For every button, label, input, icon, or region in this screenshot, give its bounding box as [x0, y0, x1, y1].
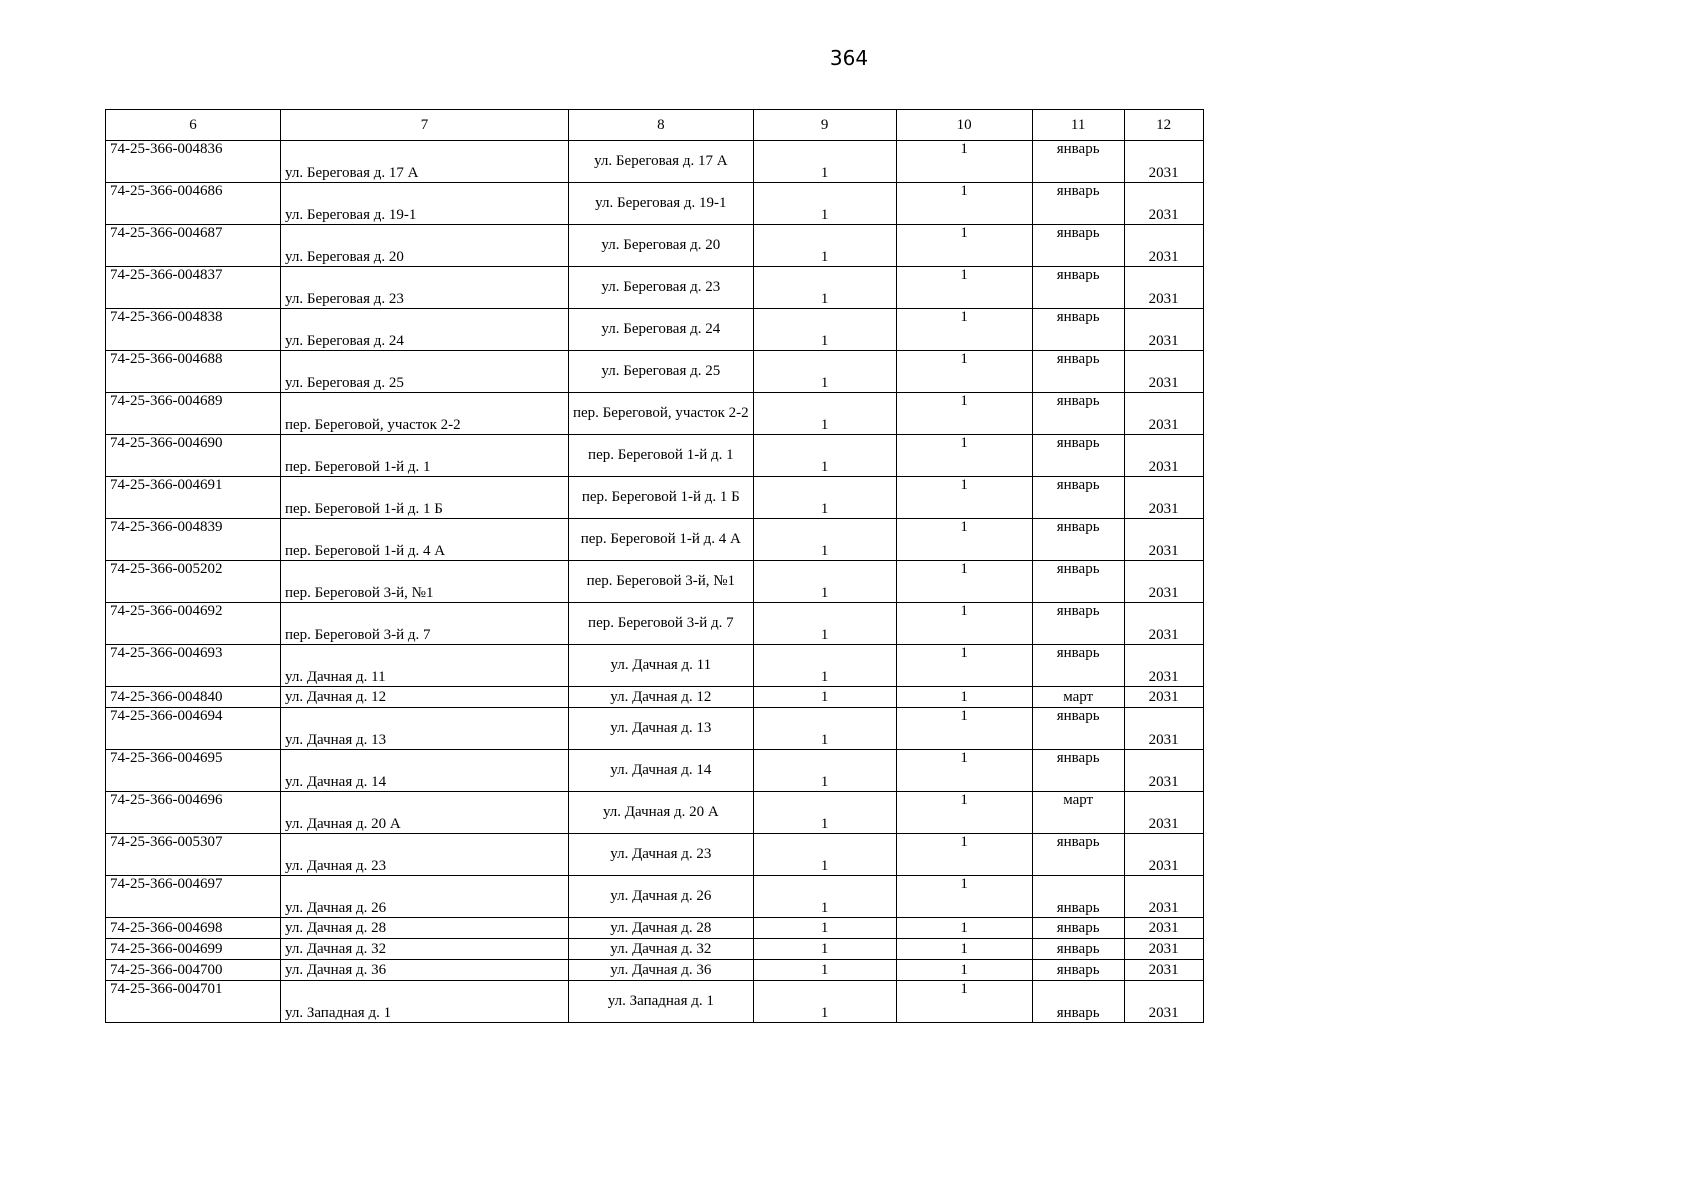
address-cell: ул. Береговая д. 23 [281, 267, 569, 309]
column-9-cell: 1 [753, 225, 896, 267]
table-row [106, 687, 1204, 708]
address-cell: пер. Береговой 1-й д. 4 А [281, 519, 569, 561]
month-cell: январь [1032, 225, 1124, 267]
address-alt-cell: пер. Береговой 1-й д. 4 А [569, 519, 754, 561]
address-cell: ул. Береговая д. 25 [281, 351, 569, 393]
address-cell: ул. Береговая д. 17 А [281, 141, 569, 183]
month-cell: январь [1032, 561, 1124, 603]
year-cell: 2031 [1124, 939, 1203, 960]
object-code-cell: 74-25-366-005202 [106, 561, 281, 603]
year-cell: 2031 [1124, 918, 1203, 939]
year-cell: 2031 [1124, 183, 1203, 225]
address-alt-cell: пер. Береговой 1-й д. 1 Б [569, 477, 754, 519]
month-cell: январь [1032, 309, 1124, 351]
address-alt-cell: пер. Береговой, участок 2-2 [569, 393, 754, 435]
object-code-cell: 74-25-366-004686 [106, 183, 281, 225]
column-10-cell: 1 [896, 981, 1032, 1023]
year-cell: 2031 [1124, 435, 1203, 477]
column-header: 9 [753, 110, 896, 141]
address-cell: пер. Береговой, участок 2-2 [281, 393, 569, 435]
year-cell: 2031 [1124, 393, 1203, 435]
table-row [106, 309, 1204, 351]
column-10-cell: 1 [896, 267, 1032, 309]
year-cell: 2031 [1124, 876, 1203, 918]
object-code-cell: 74-25-366-004688 [106, 351, 281, 393]
header-row [106, 110, 1204, 141]
address-alt-cell: ул. Дачная д. 23 [569, 834, 754, 876]
year-cell: 2031 [1124, 141, 1203, 183]
address-cell: ул. Западная д. 1 [281, 981, 569, 1023]
year-cell: 2031 [1124, 981, 1203, 1023]
column-10-cell: 1 [896, 519, 1032, 561]
month-cell: январь [1032, 645, 1124, 687]
column-10-cell: 1 [896, 603, 1032, 645]
column-9-cell: 1 [753, 792, 896, 834]
address-cell: пер. Береговой 3-й, №1 [281, 561, 569, 603]
table-row [106, 435, 1204, 477]
table-row [106, 960, 1204, 981]
table-row [106, 981, 1204, 1023]
address-cell: ул. Дачная д. 12 [281, 687, 569, 708]
table-row [106, 603, 1204, 645]
year-cell: 2031 [1124, 750, 1203, 792]
column-10-cell: 1 [896, 477, 1032, 519]
month-cell: март [1032, 792, 1124, 834]
object-code-cell: 74-25-366-004698 [106, 918, 281, 939]
column-9-cell: 1 [753, 687, 896, 708]
column-10-cell: 1 [896, 960, 1032, 981]
table-row [106, 141, 1204, 183]
object-code-cell: 74-25-366-004700 [106, 960, 281, 981]
address-alt-cell: ул. Дачная д. 14 [569, 750, 754, 792]
address-alt-cell: ул. Дачная д. 28 [569, 918, 754, 939]
address-cell: ул. Дачная д. 28 [281, 918, 569, 939]
column-9-cell: 1 [753, 351, 896, 393]
table-row [106, 477, 1204, 519]
column-10-cell: 1 [896, 393, 1032, 435]
column-10-cell: 1 [896, 750, 1032, 792]
object-code-cell: 74-25-366-004690 [106, 435, 281, 477]
year-cell: 2031 [1124, 477, 1203, 519]
address-cell: ул. Дачная д. 11 [281, 645, 569, 687]
object-code-cell: 74-25-366-004695 [106, 750, 281, 792]
column-10-cell: 1 [896, 876, 1032, 918]
column-9-cell: 1 [753, 393, 896, 435]
column-header: 10 [896, 110, 1032, 141]
address-cell: ул. Дачная д. 32 [281, 939, 569, 960]
address-alt-cell: ул. Дачная д. 12 [569, 687, 754, 708]
column-10-cell: 1 [896, 561, 1032, 603]
column-10-cell: 1 [896, 141, 1032, 183]
object-code-cell: 74-25-366-004839 [106, 519, 281, 561]
column-header: 7 [281, 110, 569, 141]
column-9-cell: 1 [753, 750, 896, 792]
column-10-cell: 1 [896, 708, 1032, 750]
month-cell: январь [1032, 876, 1124, 918]
address-cell: ул. Береговая д. 24 [281, 309, 569, 351]
column-header: 6 [106, 110, 281, 141]
month-cell: январь [1032, 267, 1124, 309]
column-9-cell: 1 [753, 603, 896, 645]
month-cell: январь [1032, 834, 1124, 876]
object-code-cell: 74-25-366-004689 [106, 393, 281, 435]
address-cell: ул. Дачная д. 26 [281, 876, 569, 918]
object-code-cell: 74-25-366-005307 [106, 834, 281, 876]
table-row [106, 918, 1204, 939]
object-code-cell: 74-25-366-004694 [106, 708, 281, 750]
month-cell: январь [1032, 351, 1124, 393]
address-alt-cell: ул. Дачная д. 36 [569, 960, 754, 981]
column-9-cell: 1 [753, 267, 896, 309]
address-cell: ул. Дачная д. 20 А [281, 792, 569, 834]
month-cell: январь [1032, 939, 1124, 960]
column-9-cell: 1 [753, 918, 896, 939]
month-cell: январь [1032, 183, 1124, 225]
year-cell: 2031 [1124, 834, 1203, 876]
year-cell: 2031 [1124, 960, 1203, 981]
object-code-cell: 74-25-366-004687 [106, 225, 281, 267]
column-9-cell: 1 [753, 477, 896, 519]
column-10-cell: 1 [896, 225, 1032, 267]
address-cell: ул. Дачная д. 13 [281, 708, 569, 750]
object-code-cell: 74-25-366-004696 [106, 792, 281, 834]
object-code-cell: 74-25-366-004837 [106, 267, 281, 309]
year-cell: 2031 [1124, 519, 1203, 561]
month-cell: январь [1032, 393, 1124, 435]
table-row [106, 876, 1204, 918]
address-alt-cell: ул. Береговая д. 19-1 [569, 183, 754, 225]
register-table [105, 109, 1204, 1023]
table-row [106, 267, 1204, 309]
month-cell: январь [1032, 435, 1124, 477]
column-9-cell: 1 [753, 708, 896, 750]
month-cell: январь [1032, 603, 1124, 645]
column-9-cell: 1 [753, 981, 896, 1023]
table-row [106, 708, 1204, 750]
year-cell: 2031 [1124, 645, 1203, 687]
address-alt-cell: ул. Береговая д. 24 [569, 309, 754, 351]
month-cell: январь [1032, 750, 1124, 792]
object-code-cell: 74-25-366-004692 [106, 603, 281, 645]
table-row [106, 519, 1204, 561]
address-cell: ул. Дачная д. 36 [281, 960, 569, 981]
object-code-cell: 74-25-366-004699 [106, 939, 281, 960]
column-header: 8 [569, 110, 754, 141]
column-10-cell: 1 [896, 309, 1032, 351]
column-9-cell: 1 [753, 519, 896, 561]
table-row [106, 351, 1204, 393]
year-cell: 2031 [1124, 309, 1203, 351]
table-row [106, 183, 1204, 225]
object-code-cell: 74-25-366-004697 [106, 876, 281, 918]
address-alt-cell: ул. Береговая д. 25 [569, 351, 754, 393]
month-cell: январь [1032, 477, 1124, 519]
column-header: 12 [1124, 110, 1203, 141]
object-code-cell: 74-25-366-004691 [106, 477, 281, 519]
address-alt-cell: ул. Дачная д. 26 [569, 876, 754, 918]
column-10-cell: 1 [896, 792, 1032, 834]
column-9-cell: 1 [753, 960, 896, 981]
table-row [106, 225, 1204, 267]
address-cell: ул. Дачная д. 14 [281, 750, 569, 792]
address-alt-cell: пер. Береговой 3-й, №1 [569, 561, 754, 603]
table-row [106, 393, 1204, 435]
column-10-cell: 1 [896, 939, 1032, 960]
register-body [106, 141, 1204, 1023]
year-cell: 2031 [1124, 561, 1203, 603]
year-cell: 2031 [1124, 603, 1203, 645]
month-cell: январь [1032, 918, 1124, 939]
column-10-cell: 1 [896, 645, 1032, 687]
column-9-cell: 1 [753, 939, 896, 960]
address-alt-cell: пер. Береговой 3-й д. 7 [569, 603, 754, 645]
column-9-cell: 1 [753, 645, 896, 687]
column-10-cell: 1 [896, 435, 1032, 477]
address-alt-cell: ул. Дачная д. 11 [569, 645, 754, 687]
column-9-cell: 1 [753, 561, 896, 603]
table-row [106, 834, 1204, 876]
object-code-cell: 74-25-366-004836 [106, 141, 281, 183]
year-cell: 2031 [1124, 687, 1203, 708]
object-code-cell: 74-25-366-004693 [106, 645, 281, 687]
column-10-cell: 1 [896, 834, 1032, 876]
page-number: 364 [829, 46, 869, 70]
column-10-cell: 1 [896, 918, 1032, 939]
column-9-cell: 1 [753, 309, 896, 351]
month-cell: март [1032, 687, 1124, 708]
address-cell: пер. Береговой 3-й д. 7 [281, 603, 569, 645]
year-cell: 2031 [1124, 351, 1203, 393]
table-row [106, 792, 1204, 834]
address-cell: пер. Береговой 1-й д. 1 [281, 435, 569, 477]
address-cell: ул. Береговая д. 19-1 [281, 183, 569, 225]
column-9-cell: 1 [753, 876, 896, 918]
table-row [106, 561, 1204, 603]
table-row [106, 939, 1204, 960]
address-alt-cell: ул. Береговая д. 23 [569, 267, 754, 309]
address-alt-cell: ул. Дачная д. 13 [569, 708, 754, 750]
table-row [106, 645, 1204, 687]
address-alt-cell: ул. Береговая д. 17 А [569, 141, 754, 183]
column-header: 11 [1032, 110, 1124, 141]
year-cell: 2031 [1124, 792, 1203, 834]
address-alt-cell: ул. Дачная д. 20 А [569, 792, 754, 834]
column-9-cell: 1 [753, 834, 896, 876]
address-alt-cell: пер. Береговой 1-й д. 1 [569, 435, 754, 477]
year-cell: 2031 [1124, 225, 1203, 267]
month-cell: январь [1032, 519, 1124, 561]
month-cell: январь [1032, 141, 1124, 183]
year-cell: 2031 [1124, 267, 1203, 309]
column-10-cell: 1 [896, 351, 1032, 393]
month-cell: январь [1032, 981, 1124, 1023]
month-cell: январь [1032, 708, 1124, 750]
column-10-cell: 1 [896, 687, 1032, 708]
column-10-cell: 1 [896, 183, 1032, 225]
address-cell: ул. Береговая д. 20 [281, 225, 569, 267]
table-row [106, 750, 1204, 792]
year-cell: 2031 [1124, 708, 1203, 750]
address-alt-cell: ул. Западная д. 1 [569, 981, 754, 1023]
object-code-cell: 74-25-366-004838 [106, 309, 281, 351]
address-alt-cell: ул. Береговая д. 20 [569, 225, 754, 267]
address-cell: пер. Береговой 1-й д. 1 Б [281, 477, 569, 519]
object-code-cell: 74-25-366-004840 [106, 687, 281, 708]
address-alt-cell: ул. Дачная д. 32 [569, 939, 754, 960]
column-9-cell: 1 [753, 435, 896, 477]
address-cell: ул. Дачная д. 23 [281, 834, 569, 876]
month-cell: январь [1032, 960, 1124, 981]
column-9-cell: 1 [753, 141, 896, 183]
object-code-cell: 74-25-366-004701 [106, 981, 281, 1023]
column-9-cell: 1 [753, 183, 896, 225]
